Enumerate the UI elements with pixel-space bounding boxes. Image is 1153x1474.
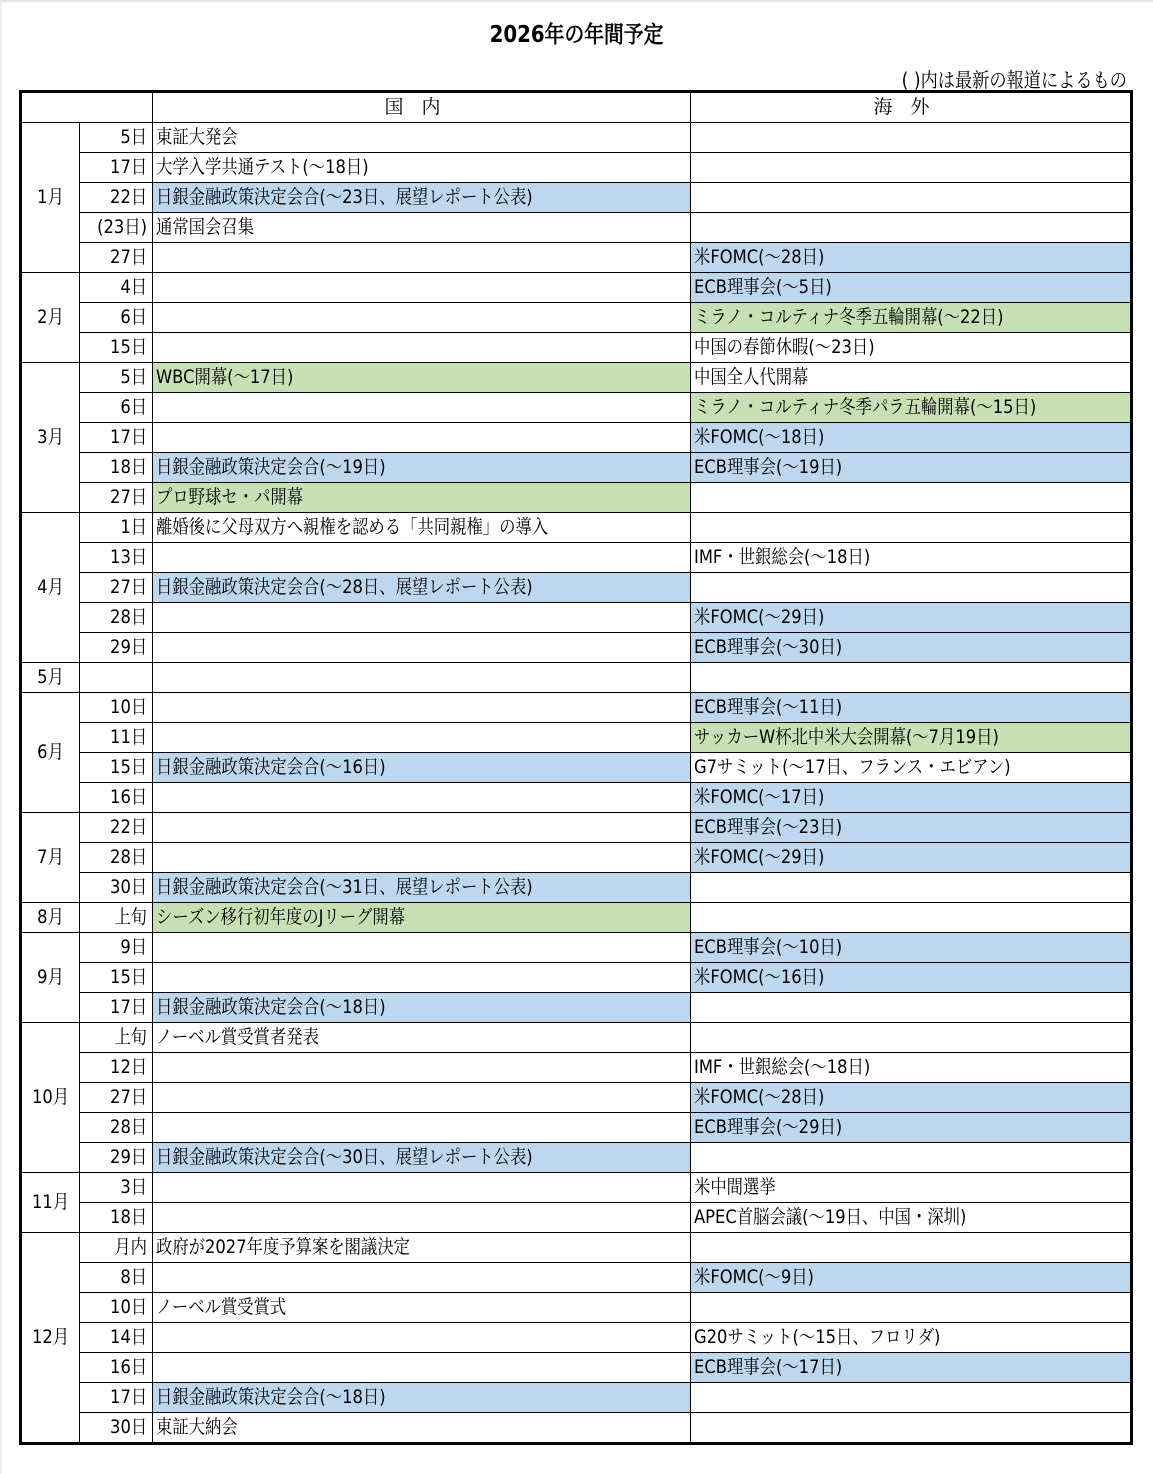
day-cell-text: 3日 (120, 1176, 147, 1198)
day-cell (80, 723, 153, 753)
domestic-event-cell (153, 993, 691, 1023)
source-note: ( )内は最新の報道によるもの (901, 68, 1127, 92)
overseas-event-cell (691, 423, 1132, 453)
domestic-event-cell (153, 1323, 691, 1353)
domestic-event-cell (153, 183, 691, 213)
day-cell (80, 123, 153, 153)
domestic-event-cell-text: 政府が2027年度予算案を閣議決定 (156, 1236, 411, 1258)
day-cell-text: 22日 (109, 186, 147, 208)
overseas-event-cell (691, 873, 1132, 903)
domestic-event-cell (153, 483, 691, 513)
domestic-event-cell (153, 243, 691, 273)
domestic-event-cell-text: 東証大納会 (156, 1416, 238, 1438)
domestic-event-cell (153, 153, 691, 183)
table-row (21, 1203, 1132, 1233)
day-cell-text: 4日 (120, 276, 147, 298)
overseas-event-cell (691, 1023, 1132, 1053)
table-row (21, 933, 1132, 963)
table-row (21, 633, 1132, 663)
overseas-event-cell (691, 753, 1132, 783)
domestic-event-cell (153, 903, 691, 933)
month-label: 10月 (31, 1086, 70, 1108)
day-cell-text: 28日 (109, 1116, 147, 1138)
domestic-event-cell (153, 873, 691, 903)
day-cell (80, 693, 153, 723)
day-cell-text: 27日 (109, 486, 147, 508)
domestic-event-cell-text: 日銀金融政策決定会合(～30日、展望レポート公表) (156, 1146, 533, 1168)
domestic-event-cell (153, 1413, 691, 1444)
domestic-event-cell-text: 通常国会召集 (156, 216, 255, 238)
domestic-event-cell-text: 日銀金融政策決定会合(～18日) (156, 1386, 386, 1408)
table-row (21, 303, 1132, 333)
overseas-event-cell (691, 123, 1132, 153)
month-cell (21, 663, 80, 693)
overseas-event-cell-text: ECB理事会(～23日) (694, 816, 843, 838)
overseas-event-cell (691, 333, 1132, 363)
month-label: 1月 (37, 186, 64, 208)
day-cell (80, 1293, 153, 1323)
header-row (21, 92, 1132, 123)
month-cell (21, 933, 80, 1023)
overseas-event-cell (691, 483, 1132, 513)
day-cell-text: 30日 (109, 1416, 147, 1438)
domestic-event-cell-text: 大学入学共通テスト(～18日) (156, 156, 369, 178)
table-row (21, 1053, 1132, 1083)
table-row (21, 963, 1132, 993)
day-cell (80, 843, 153, 873)
day-cell (80, 453, 153, 483)
day-cell (80, 1083, 153, 1113)
header-blank (21, 92, 153, 123)
schedule-table (19, 90, 1133, 1445)
overseas-event-cell (691, 1383, 1132, 1413)
day-cell (80, 303, 153, 333)
month-cell (21, 693, 80, 813)
domestic-event-cell (153, 1053, 691, 1083)
domestic-event-cell (153, 543, 691, 573)
month-label: 8月 (37, 906, 64, 928)
day-cell (80, 1053, 153, 1083)
table-row (21, 453, 1132, 483)
day-cell (80, 333, 153, 363)
domestic-event-cell-text: ノーベル賞受賞者発表 (156, 1026, 319, 1048)
overseas-event-cell (691, 723, 1132, 753)
domestic-event-cell (153, 513, 691, 543)
overseas-event-cell (691, 393, 1132, 423)
table-row (21, 423, 1132, 453)
table-row (21, 783, 1132, 813)
overseas-event-cell (691, 363, 1132, 393)
overseas-event-cell (691, 993, 1132, 1023)
domestic-event-cell (153, 1113, 691, 1143)
table-row (21, 1383, 1132, 1413)
schedule-body (21, 123, 1132, 1444)
day-cell (80, 933, 153, 963)
overseas-event-cell (691, 1113, 1132, 1143)
domestic-event-cell (153, 843, 691, 873)
month-cell (21, 363, 80, 513)
table-row (21, 123, 1132, 153)
domestic-event-cell (153, 123, 691, 153)
domestic-event-cell (153, 273, 691, 303)
day-cell (80, 813, 153, 843)
table-row (21, 843, 1132, 873)
day-cell-text: 13日 (109, 546, 147, 568)
table-row (21, 273, 1132, 303)
domestic-event-cell (153, 1173, 691, 1203)
table-row (21, 1143, 1132, 1173)
table-row (21, 753, 1132, 783)
day-cell (80, 573, 153, 603)
domestic-event-cell (153, 573, 691, 603)
day-cell (80, 783, 153, 813)
domestic-event-cell (153, 1383, 691, 1413)
domestic-event-cell-text: 日銀金融政策決定会合(～16日) (156, 756, 386, 778)
domestic-event-cell (153, 693, 691, 723)
overseas-event-cell (691, 783, 1132, 813)
overseas-event-cell-text: 米FOMC(～28日) (694, 1086, 825, 1108)
overseas-event-cell (691, 1083, 1132, 1113)
table-row (21, 903, 1132, 933)
domestic-event-cell (153, 1233, 691, 1263)
day-cell (80, 963, 153, 993)
overseas-event-cell-text: 米FOMC(～28日) (694, 246, 825, 268)
overseas-event-cell-text: ECB理事会(～17日) (694, 1356, 843, 1378)
day-cell-text: 上旬 (114, 1026, 147, 1048)
overseas-event-cell-text: サッカーW杯北中米大会開幕(～7月19日) (694, 726, 999, 748)
overseas-event-cell-text: APEC首脳会議(～19日、中国・深圳) (694, 1206, 967, 1228)
domestic-event-cell (153, 453, 691, 483)
table-row (21, 1413, 1132, 1444)
day-cell (80, 603, 153, 633)
day-cell-text: 10日 (109, 1296, 147, 1318)
table-row (21, 693, 1132, 723)
month-label: 9月 (37, 966, 64, 988)
overseas-event-cell-text: IMF・世銀総会(～18日) (694, 1056, 871, 1078)
domestic-event-cell (153, 633, 691, 663)
day-cell-text: 14日 (109, 1326, 147, 1348)
day-cell (80, 663, 153, 693)
domestic-event-cell-text: ノーベル賞受賞式 (156, 1296, 287, 1318)
overseas-event-cell (691, 513, 1132, 543)
month-cell (21, 903, 80, 933)
table-row (21, 723, 1132, 753)
overseas-event-cell (691, 1263, 1132, 1293)
month-label: 2月 (37, 306, 64, 328)
domestic-event-cell (153, 423, 691, 453)
header-overseas: 海外 (691, 92, 1132, 123)
domestic-event-cell (153, 393, 691, 423)
overseas-event-cell-text: G20サミット(～15日、フロリダ) (694, 1326, 941, 1348)
domestic-event-cell (153, 933, 691, 963)
day-cell (80, 1203, 153, 1233)
month-cell (21, 123, 80, 273)
day-cell-text: 27日 (109, 246, 147, 268)
overseas-event-cell-text: 中国の春節休暇(～23日) (694, 336, 875, 358)
domestic-event-cell-text: シーズン移行初年度のJリーグ開幕 (156, 906, 406, 928)
day-cell-text: 12日 (109, 1056, 147, 1078)
table-row (21, 1323, 1132, 1353)
overseas-event-cell-text: 米FOMC(～17日) (694, 786, 825, 808)
overseas-event-cell (691, 603, 1132, 633)
day-cell (80, 153, 153, 183)
day-cell (80, 753, 153, 783)
domestic-event-cell (153, 783, 691, 813)
day-cell-text: 29日 (109, 1146, 147, 1168)
day-cell-text: 5日 (120, 366, 147, 388)
day-cell-text: 17日 (109, 426, 147, 448)
month-cell (21, 1173, 80, 1233)
table-row (21, 153, 1132, 183)
table-row (21, 483, 1132, 513)
overseas-event-cell (691, 573, 1132, 603)
overseas-event-cell (691, 693, 1132, 723)
overseas-event-cell (691, 663, 1132, 693)
day-cell-text: 15日 (109, 336, 147, 358)
table-row (21, 183, 1132, 213)
overseas-event-cell (691, 1353, 1132, 1383)
table-row (21, 573, 1132, 603)
overseas-event-cell (691, 843, 1132, 873)
month-cell (21, 1233, 80, 1444)
day-cell-text: 6日 (120, 396, 147, 418)
overseas-event-cell-text: ECB理事会(～29日) (694, 1116, 843, 1138)
overseas-event-cell-text: 米FOMC(～29日) (694, 606, 825, 628)
day-cell-text: 1日 (120, 516, 147, 538)
overseas-event-cell-text: IMF・世銀総会(～18日) (694, 546, 871, 568)
domestic-event-cell (153, 1293, 691, 1323)
domestic-event-cell (153, 963, 691, 993)
day-cell (80, 393, 153, 423)
day-cell (80, 873, 153, 903)
overseas-event-cell-text: ECB理事会(～11日) (694, 696, 843, 718)
day-cell (80, 1113, 153, 1143)
day-cell-text: 11日 (109, 726, 147, 748)
day-cell (80, 633, 153, 663)
day-cell-text: 6日 (120, 306, 147, 328)
domestic-event-cell-text: 東証大発会 (156, 126, 238, 148)
day-cell-text: 28日 (109, 606, 147, 628)
domestic-event-cell (153, 753, 691, 783)
month-label: 5月 (37, 666, 64, 688)
day-cell-text: 16日 (109, 1356, 147, 1378)
month-label: 7月 (37, 846, 64, 868)
overseas-event-cell-text: ミラノ・コルティナ冬季パラ五輪開幕(～15日) (694, 396, 1037, 418)
day-cell (80, 1023, 153, 1053)
page-title: 2026年の年間予定 (489, 22, 664, 48)
table-row (21, 993, 1132, 1023)
day-cell (80, 1323, 153, 1353)
overseas-event-cell-text: ECB理事会(～5日) (694, 276, 832, 298)
domestic-event-cell (153, 603, 691, 633)
day-cell (80, 213, 153, 243)
domestic-event-cell (153, 333, 691, 363)
overseas-event-cell (691, 1413, 1132, 1444)
day-cell (80, 423, 153, 453)
overseas-event-cell (691, 1143, 1132, 1173)
domestic-event-cell-text: 日銀金融政策決定会合(～31日、展望レポート公表) (156, 876, 533, 898)
month-label: 3月 (37, 426, 64, 448)
domestic-event-cell-text: 離婚後に父母双方へ親権を認める「共同親権」の導入 (156, 516, 549, 538)
day-cell-text: 17日 (109, 1386, 147, 1408)
table-row (21, 333, 1132, 363)
day-cell-text: 18日 (109, 456, 147, 478)
overseas-event-cell (691, 933, 1132, 963)
day-cell (80, 903, 153, 933)
overseas-event-cell (691, 1293, 1132, 1323)
day-cell-text: 15日 (109, 966, 147, 988)
domestic-event-cell-text: WBC開幕(～17日) (156, 366, 294, 388)
table-row (21, 213, 1132, 243)
overseas-event-cell (691, 963, 1132, 993)
domestic-event-cell (153, 303, 691, 333)
overseas-event-cell (691, 1053, 1132, 1083)
table-row (21, 1173, 1132, 1203)
month-cell (21, 273, 80, 363)
overseas-event-cell (691, 153, 1132, 183)
overseas-event-cell-text: 米中間選挙 (694, 1176, 776, 1198)
domestic-event-cell (153, 813, 691, 843)
overseas-event-cell (691, 633, 1132, 663)
domestic-event-cell (153, 213, 691, 243)
month-cell (21, 1023, 80, 1173)
day-cell (80, 363, 153, 393)
table-row (21, 1353, 1132, 1383)
overseas-event-cell (691, 213, 1132, 243)
day-cell (80, 1173, 153, 1203)
domestic-event-cell-text: 日銀金融政策決定会合(～19日) (156, 456, 386, 478)
domestic-event-cell (153, 663, 691, 693)
day-cell-text: 27日 (109, 576, 147, 598)
day-cell-text: 30日 (109, 876, 147, 898)
domestic-event-cell-text: 日銀金融政策決定会合(～23日、展望レポート公表) (156, 186, 533, 208)
table-row (21, 1023, 1132, 1053)
day-cell-text: 17日 (109, 996, 147, 1018)
day-cell-text: 8日 (120, 1266, 147, 1288)
table-row (21, 1293, 1132, 1323)
table-row (21, 513, 1132, 543)
overseas-event-cell-text: 中国全人代開幕 (694, 366, 809, 388)
domestic-event-cell-text: 日銀金融政策決定会合(～28日、展望レポート公表) (156, 576, 533, 598)
day-cell (80, 243, 153, 273)
overseas-event-cell (691, 1203, 1132, 1233)
domestic-event-cell (153, 1203, 691, 1233)
day-cell (80, 1353, 153, 1383)
overseas-event-cell (691, 543, 1132, 573)
day-cell-text: 29日 (109, 636, 147, 658)
day-cell (80, 483, 153, 513)
overseas-event-cell (691, 813, 1132, 843)
day-cell (80, 273, 153, 303)
day-cell (80, 993, 153, 1023)
month-cell (21, 813, 80, 903)
day-cell-text: (23日) (97, 216, 147, 238)
table-row (21, 1233, 1132, 1263)
day-cell-text: 16日 (109, 786, 147, 808)
day-cell-text: 上旬 (114, 906, 147, 928)
month-label: 11月 (31, 1191, 70, 1213)
day-cell-text: 22日 (109, 816, 147, 838)
table-row (21, 663, 1132, 693)
table-row (21, 1263, 1132, 1293)
overseas-event-cell-text: 米FOMC(～9日) (694, 1266, 814, 1288)
table-row (21, 1083, 1132, 1113)
overseas-event-cell-text: ECB理事会(～10日) (694, 936, 843, 958)
table-row (21, 873, 1132, 903)
domestic-event-cell (153, 1023, 691, 1053)
overseas-event-cell-text: 米FOMC(～18日) (694, 426, 825, 448)
day-cell (80, 513, 153, 543)
day-cell-text: 28日 (109, 846, 147, 868)
day-cell-text: 10日 (109, 696, 147, 718)
domestic-event-cell (153, 1263, 691, 1293)
overseas-event-cell-text: 米FOMC(～29日) (694, 846, 825, 868)
table-row (21, 363, 1132, 393)
domestic-event-cell (153, 1083, 691, 1113)
overseas-event-cell (691, 1233, 1132, 1263)
domestic-event-cell-text: プロ野球セ・パ開幕 (156, 486, 304, 508)
day-cell (80, 1383, 153, 1413)
overseas-event-cell-text: 米FOMC(～16日) (694, 966, 825, 988)
month-cell (21, 513, 80, 663)
overseas-event-cell-text: ECB理事会(～19日) (694, 456, 843, 478)
day-cell (80, 543, 153, 573)
overseas-event-cell (691, 273, 1132, 303)
table-row (21, 243, 1132, 273)
table-row (21, 393, 1132, 423)
day-cell-text: 5日 (120, 126, 147, 148)
domestic-event-cell-text: 日銀金融政策決定会合(～18日) (156, 996, 386, 1018)
month-label: 4月 (37, 576, 64, 598)
overseas-event-cell-text: ECB理事会(～30日) (694, 636, 843, 658)
overseas-event-cell-text: G7サミット(～17日、フランス・エビアン) (694, 756, 1011, 778)
overseas-event-cell (691, 903, 1132, 933)
day-cell-text: 9日 (120, 936, 147, 958)
day-cell (80, 1143, 153, 1173)
domestic-event-cell (153, 1353, 691, 1383)
domestic-event-cell (153, 723, 691, 753)
table-row (21, 543, 1132, 573)
month-label: 12月 (31, 1326, 70, 1348)
table-row (21, 603, 1132, 633)
day-cell (80, 1233, 153, 1263)
overseas-event-cell-text: ミラノ・コルティナ冬季五輪開幕(～22日) (694, 306, 1004, 328)
overseas-event-cell (691, 303, 1132, 333)
day-cell-text: 27日 (109, 1086, 147, 1108)
table-row (21, 1113, 1132, 1143)
day-cell-text: 月内 (114, 1236, 147, 1258)
overseas-event-cell (691, 183, 1132, 213)
overseas-event-cell (691, 243, 1132, 273)
day-cell-text: 15日 (109, 756, 147, 778)
overseas-event-cell (691, 1323, 1132, 1353)
overseas-event-cell (691, 1173, 1132, 1203)
day-cell (80, 1263, 153, 1293)
day-cell-text: 17日 (109, 156, 147, 178)
overseas-event-cell (691, 453, 1132, 483)
domestic-event-cell (153, 363, 691, 393)
day-cell (80, 1413, 153, 1444)
domestic-event-cell (153, 1143, 691, 1173)
table-row (21, 813, 1132, 843)
month-label: 6月 (37, 741, 64, 763)
day-cell (80, 183, 153, 213)
day-cell-text: 18日 (109, 1206, 147, 1228)
header-domestic: 国内 (153, 92, 691, 123)
